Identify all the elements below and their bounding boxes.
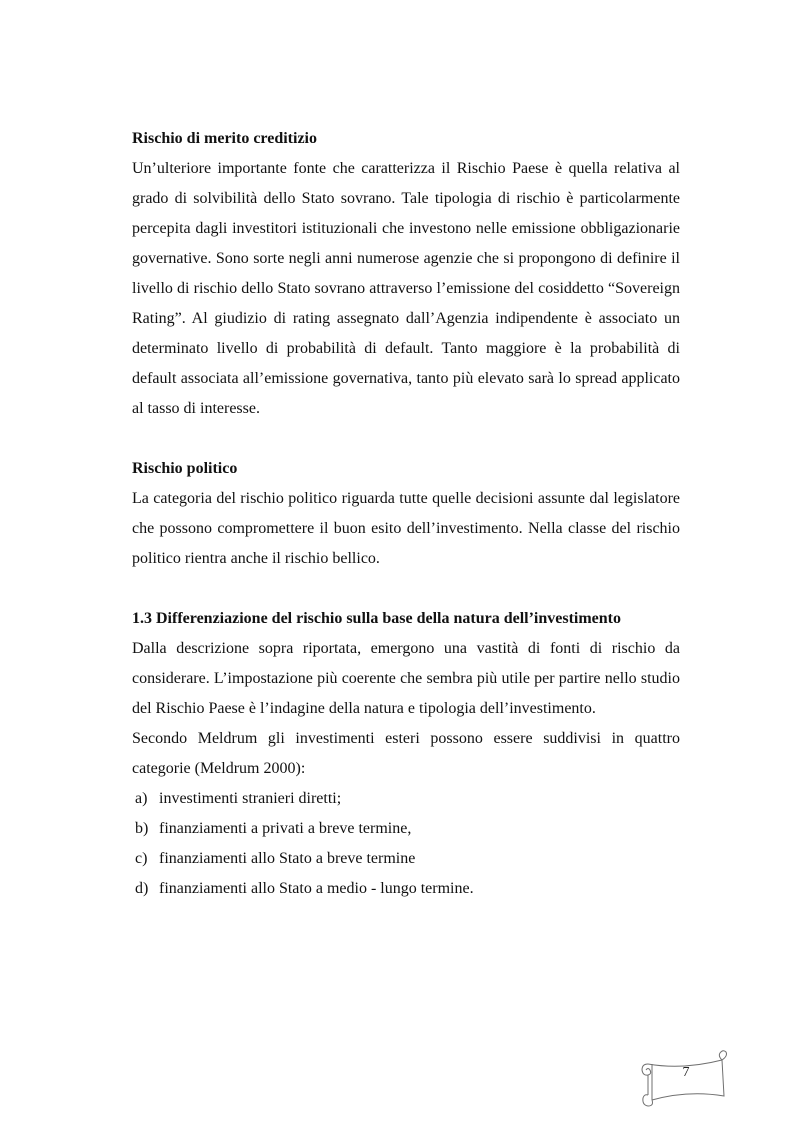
page-number: 7 <box>682 1065 690 1080</box>
section-heading-political-risk: Rischio politico <box>132 460 238 477</box>
section-heading-differentiation: 1.3 Differenziazione del rischio sulla base della natura dell’investimento <box>132 610 622 627</box>
paragraph-political-risk: La categoria del rischio politico riguarda tutte quelle decisioni assunte dal legislatore che possono compromettere il buon esito dell’investimento. Nella classe del rischio politico rientra anche il rischio bellico. <box>132 490 680 567</box>
list-marker: c) <box>135 850 148 867</box>
section-spacer <box>132 424 680 454</box>
list-item-text: investimenti stranieri diretti; <box>159 790 342 807</box>
list-marker: b) <box>135 820 149 837</box>
list-marker: d) <box>135 880 149 897</box>
list-item-text: finanziamenti a privati a breve termine, <box>159 820 412 837</box>
investment-categories-list <box>132 784 680 904</box>
paragraph-meldrum-categories: Secondo Meldrum gli investimenti esteri possono essere suddivisi in quattro categorie (Meldrum 2000): <box>132 730 680 777</box>
page-body <box>132 124 680 904</box>
list-item-text: finanziamenti allo Stato a breve termine <box>159 850 416 867</box>
list-marker: a) <box>135 790 148 807</box>
section-spacer <box>132 574 680 604</box>
list-item-text: finanziamenti allo Stato a medio - lungo termine. <box>159 880 474 897</box>
list-item <box>132 814 680 844</box>
paragraph-differentiation-intro: Dalla descrizione sopra riportata, emergono una vastità di fonti di rischio da considerare. L’impostazione più coerente che sembra più utile per partire nello studio del Rischio Paese è l’indagine della natura e tipologia dell’investimento. <box>132 640 680 717</box>
paragraph-credit-risk: Un’ulteriore importante fonte che caratterizza il Rischio Paese è quella relativa al grado di solvibilità dello Stato sovrano. Tale tipologia di rischio è particolarmente percepita dagli investitori istituzionali che investono nelle emissione obbligazionarie governative. Sono sorte negli anni numerose agenzie che si propongono di definire il livello di rischio dello Stato sovrano attraverso l’emissione del cosiddetto “Sovereign Rating”. Al giudizio di rating assegnato dall’Agenzia indipendente è associato un determinato livello di probabilità di default. Tanto maggiore è la probabilità di default associata all’emissione governativa, tanto più elevato sarà lo spread applicato al tasso di interesse. <box>132 160 680 417</box>
page-number-scroll <box>638 1050 732 1108</box>
list-item <box>132 844 680 874</box>
list-item <box>132 874 680 904</box>
section-heading-credit-risk: Rischio di merito creditizio <box>132 130 317 147</box>
list-item <box>132 784 680 814</box>
